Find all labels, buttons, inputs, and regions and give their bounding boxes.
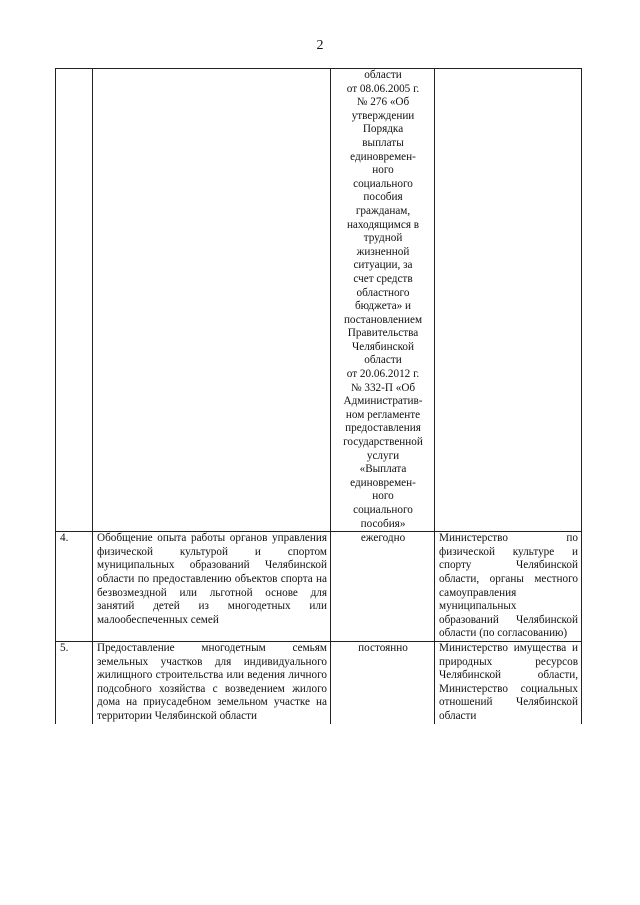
term-line: гражданам, bbox=[355, 204, 411, 217]
term-cell-continuation bbox=[331, 69, 435, 532]
term-line: бюджета» и bbox=[354, 300, 412, 313]
term-line: счет средств bbox=[353, 272, 413, 285]
row-number: 5. bbox=[56, 641, 93, 723]
row-description: Предоставление многодетным семьям земельных участков для индивидуального жилищного строительства или ведения личного подсобного хозяйства с возведением жилого дома на приусадебном земельном участке на территории Челябинской области bbox=[93, 641, 331, 723]
row-number: 4. bbox=[56, 532, 93, 642]
table-row-continuation bbox=[56, 69, 582, 532]
term-line: выплаты bbox=[362, 136, 404, 149]
row-term: постоянно bbox=[331, 641, 435, 723]
term-line: № 332-П «Об bbox=[350, 381, 416, 394]
term-line: трудной bbox=[363, 232, 403, 245]
description-cell bbox=[93, 69, 331, 532]
term-line: Порядка bbox=[362, 123, 404, 136]
row-number-cell bbox=[56, 69, 93, 532]
term-line: ного bbox=[372, 490, 394, 503]
term-line: от 08.06.2005 г. bbox=[346, 82, 420, 95]
term-line: ного bbox=[372, 164, 394, 177]
row-responsible: Министерство имущества и природных ресурсов Челябинской области, Министерство социальных отношений Челябинской области bbox=[435, 641, 582, 723]
table-row bbox=[56, 532, 582, 642]
term-line: № 276 «Об bbox=[356, 96, 410, 109]
row-description: Обобщение опыта работы органов управления физической культурой и спортом муниципальных образований Челябинской области по предоставлению объектов спорта на безвозмездной или льготной основе для занятий детей из многодетных или малообеспеченных семей bbox=[93, 532, 331, 642]
term-line: ном регламенте bbox=[345, 408, 421, 421]
term-line: социального bbox=[353, 177, 413, 190]
term-line: социального bbox=[353, 504, 413, 516]
term-line: единовремен- bbox=[350, 476, 416, 489]
term-line: Челябинской bbox=[351, 340, 415, 353]
term-line: областного bbox=[356, 286, 410, 299]
term-line: услуги bbox=[366, 449, 400, 462]
term-line: утверждении bbox=[351, 109, 415, 122]
term-line: единовремен- bbox=[350, 150, 416, 163]
table-row bbox=[56, 641, 582, 723]
row-responsible: Министерство по физической культуре и спорту Челябинской области, органы местного самоуправления муниципальных образований Челябинской области (по согласованию) bbox=[435, 532, 582, 642]
term-line: предоставления bbox=[345, 422, 421, 435]
term-line: области bbox=[364, 69, 402, 81]
term-line: жизненной bbox=[356, 245, 410, 258]
term-line: области bbox=[364, 354, 402, 367]
term-line: находящимся в bbox=[346, 218, 420, 231]
term-line: пособия bbox=[363, 191, 403, 204]
page-number: 2 bbox=[316, 38, 324, 53]
term-line: «Выплата bbox=[359, 463, 407, 476]
responsible-cell bbox=[435, 69, 582, 532]
term-line: постановлением bbox=[343, 313, 423, 326]
measures-table bbox=[55, 68, 582, 724]
term-line: государственной bbox=[343, 436, 423, 449]
term-line: Правительства bbox=[347, 327, 419, 340]
term-line: пособия» bbox=[360, 517, 406, 530]
term-line: от 20.06.2012 г. bbox=[346, 368, 420, 381]
term-line: ситуации, за bbox=[353, 259, 413, 272]
row-term: ежегодно bbox=[331, 532, 435, 642]
term-line: Административ- bbox=[343, 395, 423, 408]
